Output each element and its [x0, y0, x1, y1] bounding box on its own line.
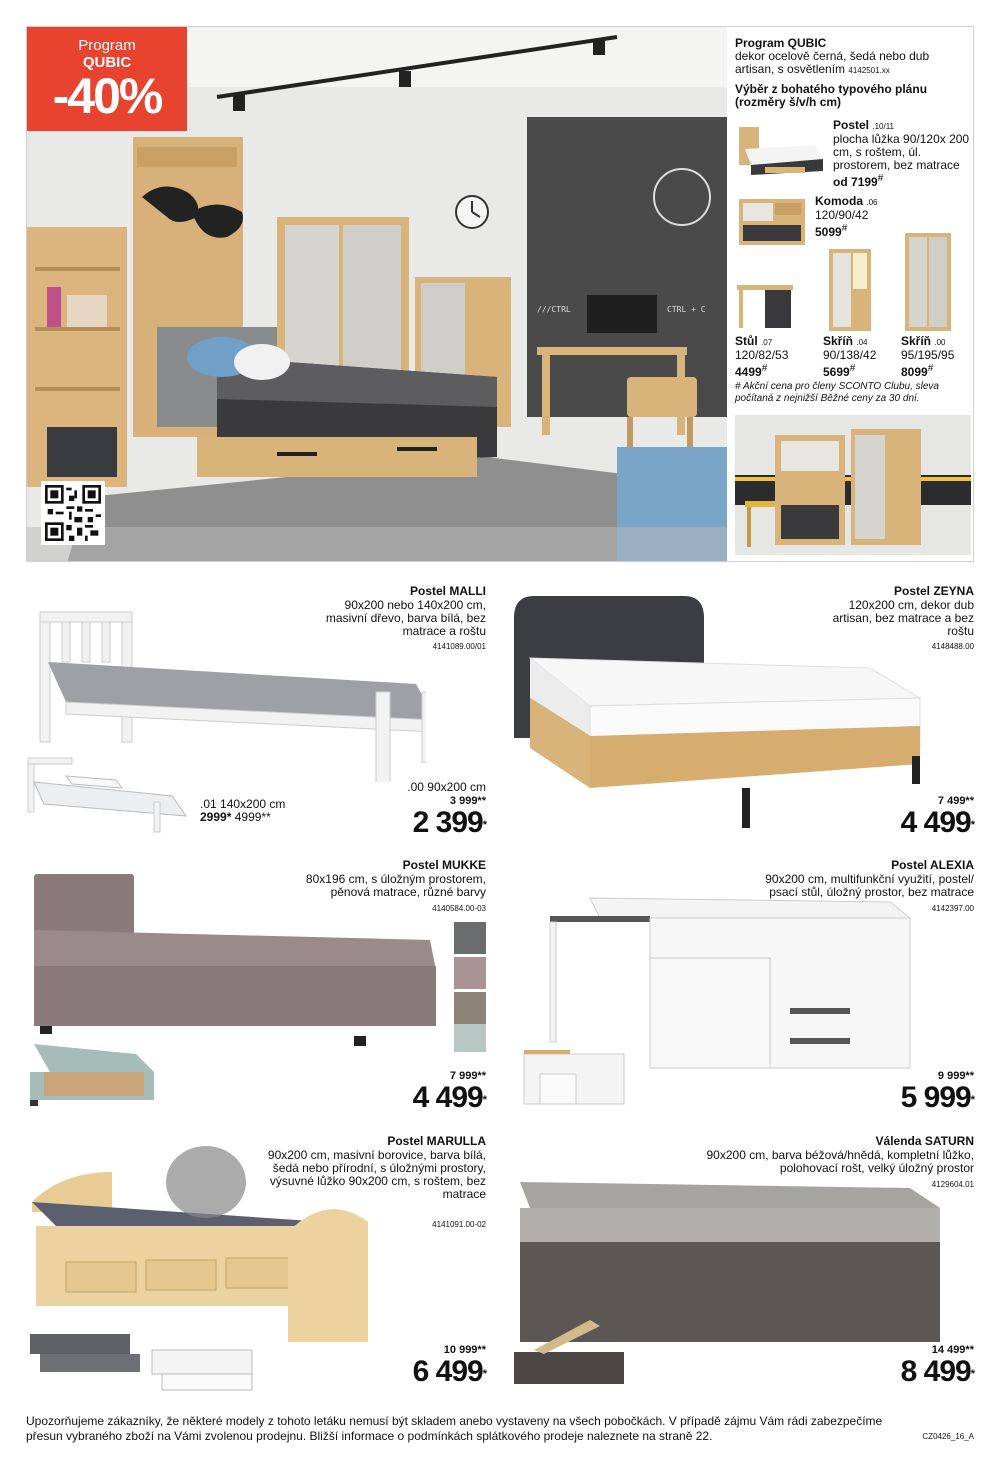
product-desc: 90x200 nebo 140x200 cm, masivní dřevo, barva bílá, bez matrace a roštu	[325, 598, 486, 638]
price-star: *	[482, 1094, 486, 1106]
product-title: Postel ALEXIA	[891, 858, 974, 872]
item-mark: #	[761, 363, 768, 374]
item-name: Skříň	[823, 334, 854, 348]
variant-old-price: 4999**	[234, 810, 271, 824]
item-desc: plocha lůžka 90/120x 200 cm, s roštem, úl. prostorem, bez matrace	[833, 132, 970, 172]
item-suffix: .04	[856, 338, 868, 347]
product-saturn[interactable]	[510, 1134, 974, 1394]
product-code: 4140584.00-03	[432, 904, 486, 913]
price-value: 4 499	[412, 1081, 483, 1114]
promo-badge	[27, 27, 187, 131]
qubic-club-note: # Akční cena pro členy SCONTO Clubu, sleva počítaná z nejnižší Běžné ceny za 30 dní.	[735, 381, 939, 404]
price-value: 5 999	[900, 1081, 971, 1114]
qubic-item-skrin00	[901, 335, 971, 379]
price-star: *	[482, 1368, 486, 1380]
price-star: *	[970, 819, 974, 831]
item-suffix: .06	[866, 198, 878, 207]
price	[413, 1357, 486, 1387]
qubic-code: 4142501.xx	[848, 66, 890, 75]
item-name: Komoda	[815, 194, 863, 208]
svg-text:///CTRL: ///CTRL	[537, 305, 571, 314]
price	[901, 1083, 974, 1113]
product-mukke[interactable]	[26, 858, 486, 1114]
zeyna-bed-image	[510, 588, 940, 832]
qubic-skrin04-image	[825, 247, 875, 333]
svg-text:CTRL + C: CTRL + C	[667, 305, 706, 314]
qr-code-icon[interactable]	[41, 481, 105, 545]
qubic-stul-image	[735, 275, 795, 331]
item-desc: 95/195/95	[901, 348, 955, 362]
qubic-skrin00-image	[901, 231, 955, 333]
footer-code: CZ0426_16_A	[922, 1432, 974, 1441]
qubic-bed-image	[735, 119, 827, 177]
swatch-taupe[interactable]	[454, 992, 486, 1024]
old-price: 10 999**	[443, 1344, 486, 1356]
old-price: 3 999**	[449, 795, 486, 807]
marulla-white-image	[148, 1346, 258, 1394]
qubic-desc-text: dekor ocelově černá, šedá nebo dub artisan, s osvětlením	[735, 49, 930, 76]
qubic-komoda-image	[735, 195, 809, 249]
mukke-storage-image	[26, 1038, 166, 1114]
product-desc: 80x196 cm, s úložným prostorem, pěnová matrace, různé barvy	[305, 872, 486, 899]
item-price: 8099	[901, 365, 928, 379]
price-value: 4 499	[900, 806, 971, 839]
marulla-bed-image	[26, 1142, 386, 1342]
price-star: *	[482, 819, 486, 831]
item-price: 5699	[823, 365, 850, 379]
item-desc: 120/82/53	[735, 348, 789, 362]
price	[901, 808, 974, 838]
marulla-grey-image	[26, 1324, 146, 1380]
item-mark: #	[877, 173, 884, 184]
item-price: 7199	[851, 175, 878, 189]
item-suffix: .07	[761, 338, 773, 347]
qubic-hero	[26, 26, 974, 562]
old-price: 14 499**	[931, 1344, 974, 1356]
swatch-grey[interactable]	[454, 922, 486, 954]
variant-price: 2999*	[200, 810, 232, 824]
product-code: 4141089.00/01	[432, 642, 486, 651]
qubic-item-postel	[833, 119, 971, 189]
price-value: 2 399	[412, 806, 483, 839]
price-value: 8 499	[900, 1355, 971, 1388]
price	[413, 808, 486, 838]
qubic-item-stul	[735, 335, 821, 379]
mukke-bed-image	[26, 870, 442, 1050]
product-title: Postel MUKKE	[402, 858, 486, 872]
product-alexia[interactable]	[510, 858, 974, 1114]
product-title: Válenda SATURN	[875, 1134, 974, 1148]
footer-disclaimer: Upozorňujeme zákazníky, že některé modely z tohoto letáku nemusí být skladem anebo vystaveny na všech pobočkách. V případě zájmu Vám rádi zabezpečíme přesun vybraného zboží na Vámi zvolenou prodejnu. Bližší informace o podmínkách splátkového prodeje naleznete na straně 22.	[26, 1414, 883, 1443]
item-suffix: .00	[934, 338, 946, 347]
item-price: 4499	[735, 365, 762, 379]
product-title: Postel ZEYNA	[893, 584, 974, 598]
product-code: 4141091.00-02	[432, 1220, 486, 1229]
malli-variant-b	[200, 798, 285, 824]
promo-discount: -40%	[52, 68, 162, 124]
product-title: Postel MALLI	[409, 584, 486, 598]
item-price-prefix: od	[833, 175, 848, 189]
malli-variant-a: .00 90x200 cm	[407, 780, 486, 794]
product-desc: 90x200 cm, barva béžová/hnědá, kompletní lůžko, polohovací rošt, velký úložný prostor	[706, 1148, 974, 1175]
product-code: 4148488.00	[931, 642, 974, 651]
product-code: 4129604.01	[931, 1180, 974, 1189]
product-desc: 90x200 cm, masivní borovice, barva bílá, šedá nebo přírodní, s úložnými prostory, výsuvné lůžko 90x200 cm, s roštem, bez matrace	[267, 1148, 486, 1201]
variant-label: .01 140x200 cm	[200, 797, 286, 811]
old-price: 9 999**	[937, 1070, 974, 1082]
item-name: Postel	[833, 118, 870, 132]
promo-line2: QUBIC	[82, 54, 132, 71]
alexia-alt-image	[520, 1044, 630, 1108]
product-desc: 90x200 cm, multifunkční využití, postel/ psací stůl, úložný prostor, bez matrace	[765, 872, 974, 899]
item-name: Skříň	[901, 334, 932, 348]
price	[901, 1357, 974, 1387]
item-desc: 90/138/42	[823, 348, 877, 362]
product-desc: 120x200 cm, dekor dub artisan, bez matrace a bez roštu	[832, 598, 974, 638]
product-title: Postel MARULLA	[387, 1134, 486, 1148]
product-marulla[interactable]	[26, 1134, 486, 1394]
promo-line1: Program	[78, 37, 136, 54]
qubic-item-skrin04	[823, 335, 903, 379]
price	[413, 1083, 486, 1113]
item-mark: #	[849, 363, 856, 374]
product-code: 4142397.00	[931, 904, 974, 913]
swatch-mint[interactable]	[454, 1024, 486, 1052]
price-star: *	[970, 1368, 974, 1380]
old-price: 7 999**	[449, 1070, 486, 1082]
price-value: 6 499	[412, 1355, 483, 1388]
item-desc: 120/90/42	[815, 208, 869, 222]
qubic-subtitle: Výběr z bohatého typového plánu (rozměry š/v/h cm)	[735, 82, 928, 109]
qubic-cabinet-photo	[735, 415, 971, 555]
item-name: Stůl	[735, 334, 758, 348]
item-suffix: .10/11	[872, 122, 895, 131]
item-price: 5099	[815, 225, 842, 239]
qubic-desc	[735, 50, 971, 77]
product-malli[interactable]	[26, 584, 486, 839]
qubic-title: Program QUBIC	[735, 36, 827, 50]
product-zeyna[interactable]	[510, 584, 974, 839]
item-mark: #	[841, 223, 848, 234]
qubic-info-panel	[735, 37, 971, 557]
saturn-lifted-image	[510, 1316, 630, 1388]
item-mark: #	[927, 363, 934, 374]
malli-wide-bed-image	[26, 754, 190, 834]
old-price: 7 499**	[937, 795, 974, 807]
swatch-rose[interactable]	[454, 957, 486, 989]
price-star: *	[970, 1094, 974, 1106]
